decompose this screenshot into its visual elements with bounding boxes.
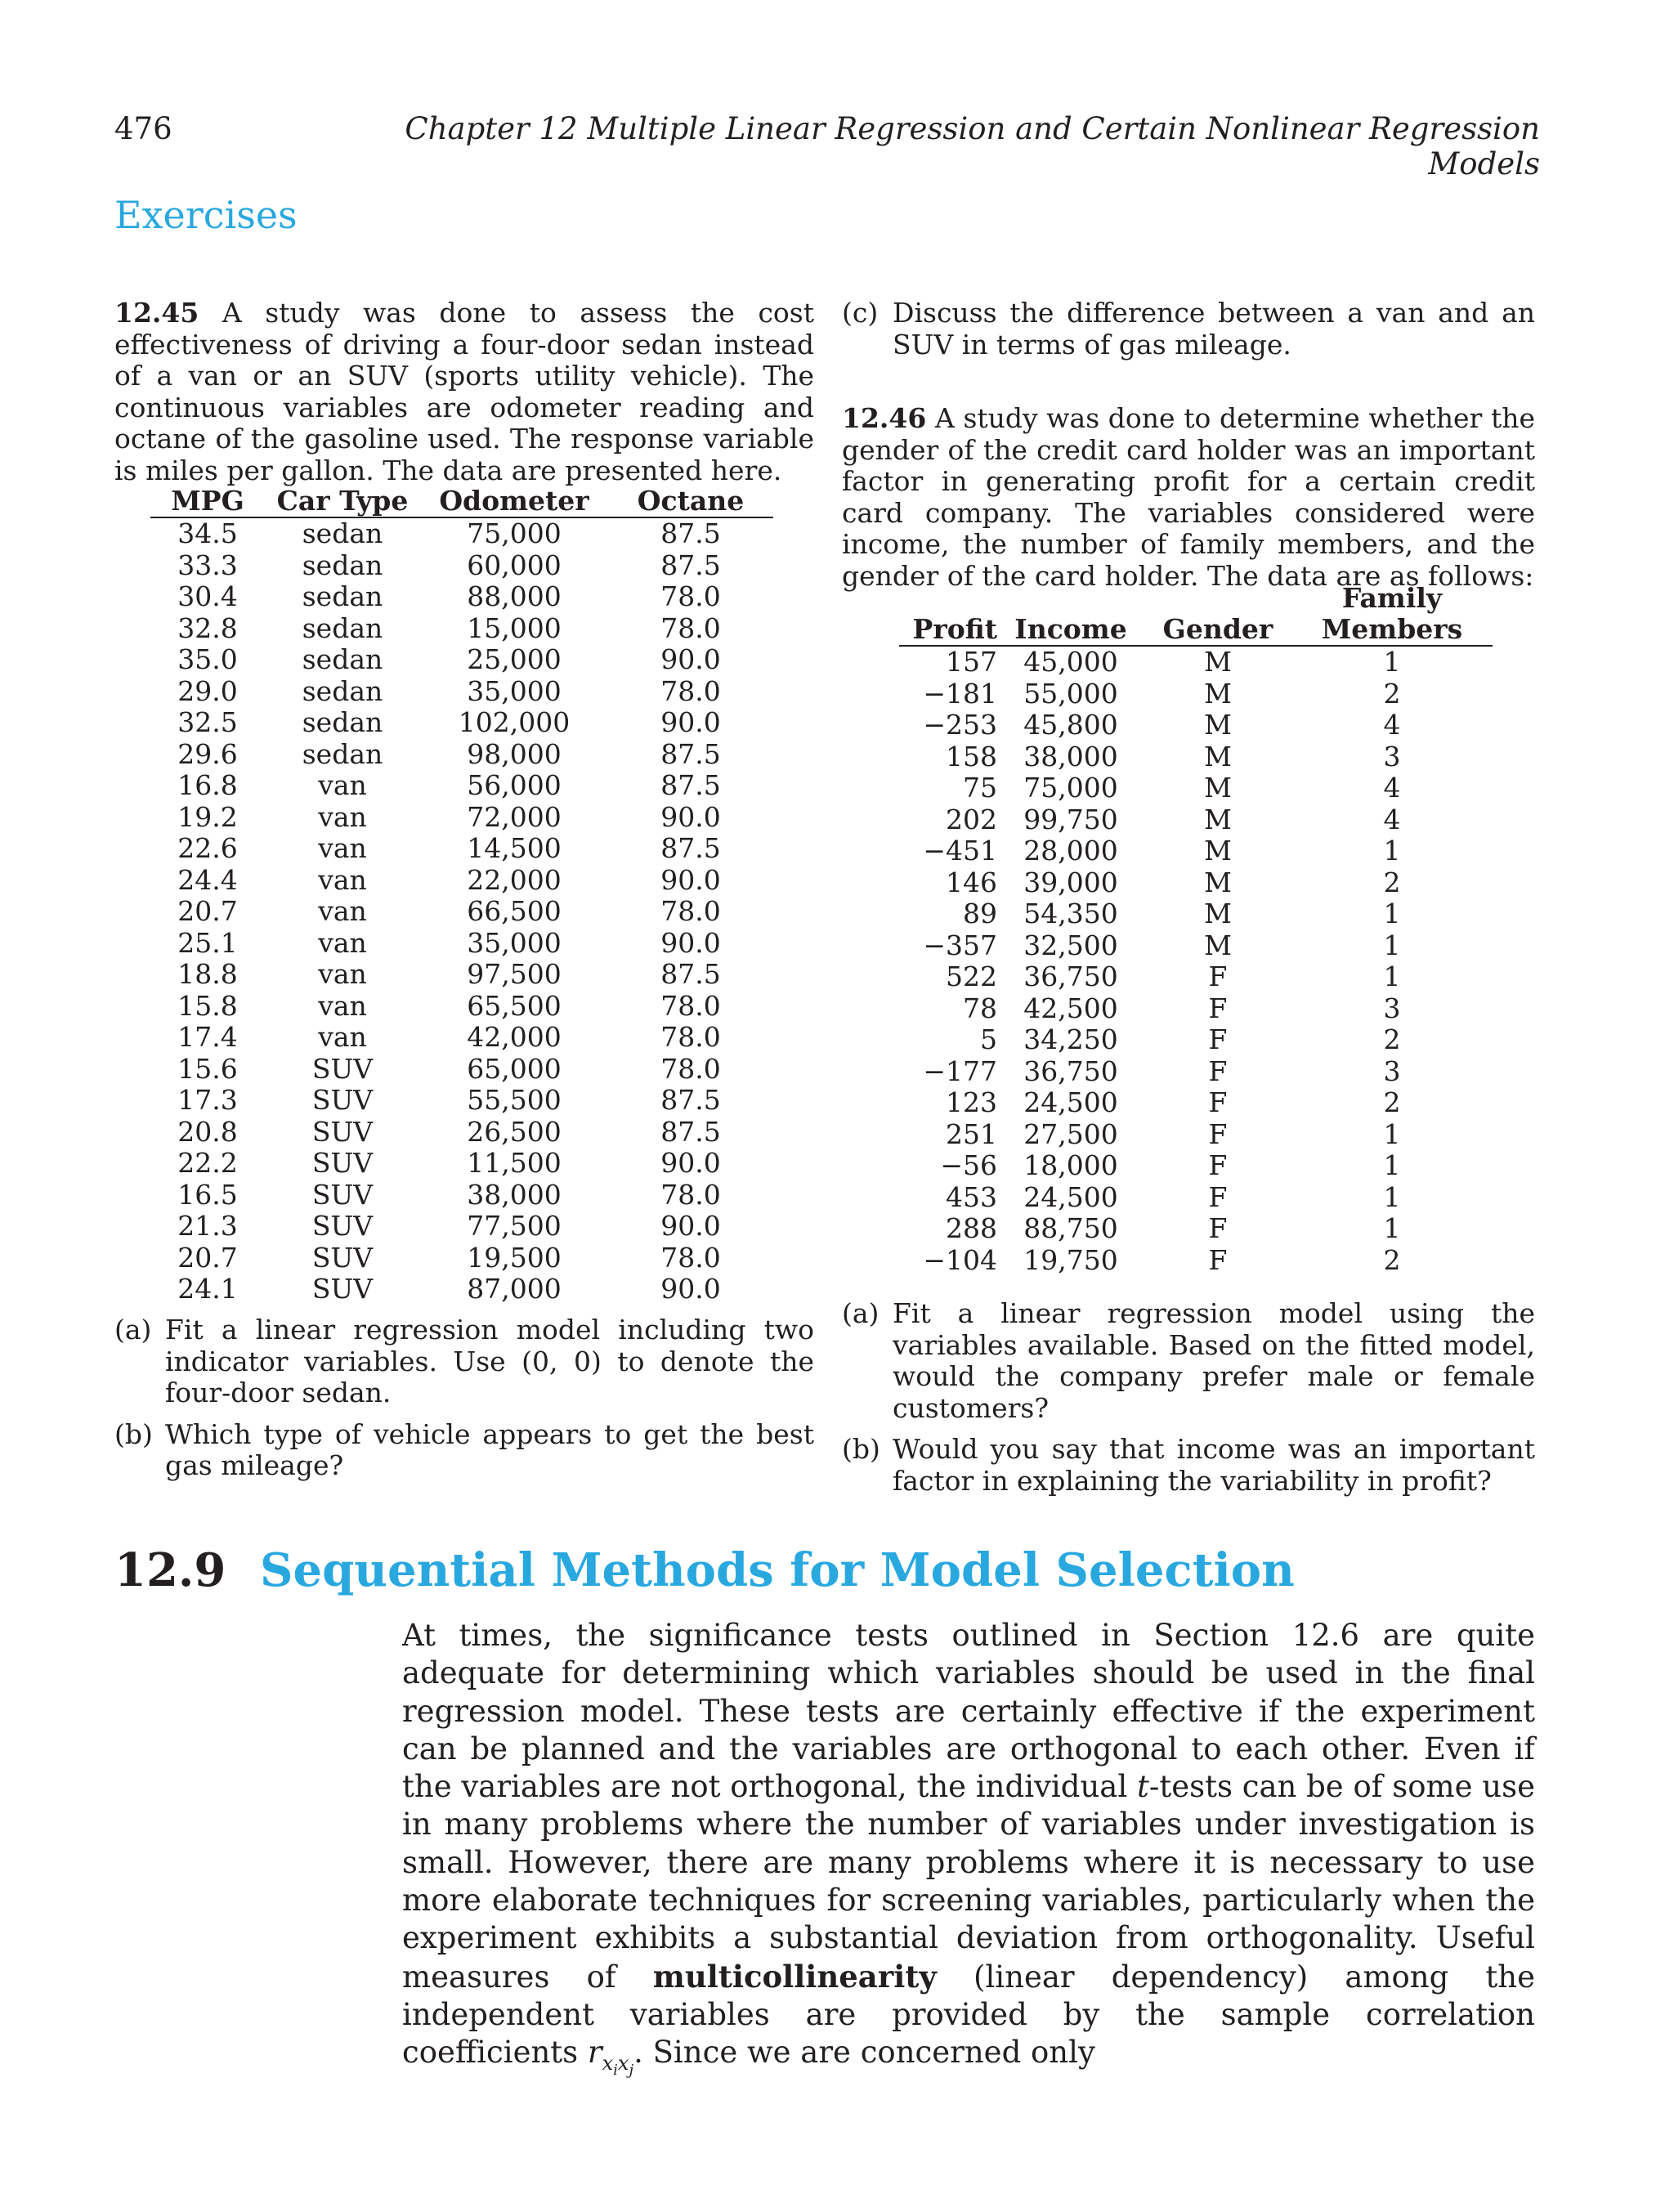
table-cell: M xyxy=(1204,866,1232,898)
table-cell: F xyxy=(1208,1023,1228,1055)
table-cell: 3 xyxy=(1383,740,1401,772)
table-row xyxy=(899,1056,1493,1088)
table-cell: 54,350 xyxy=(1023,898,1118,929)
table-cell: 87.5 xyxy=(660,737,721,770)
table-cell: van xyxy=(318,958,367,990)
table-cell: 60,000 xyxy=(467,549,562,581)
exercise-12-45-intro: 12.45 A study was done to assess the cost effectiveness of driving a four-door sedan instead of a van or an SUV (sports utility vehicle). The continuous variables are odometer reading and octane of the gasoline used. The response variable is miles per gallon. The data are presented here. xyxy=(114,297,814,486)
table-cell: M xyxy=(1204,929,1232,961)
mpg-data-table xyxy=(150,486,773,1305)
table-cell: 4 xyxy=(1383,803,1401,835)
table-cell: 17.4 xyxy=(177,1021,238,1053)
column-header: Car Type xyxy=(276,485,409,517)
part-b: (b) Would you say that income was an important factor in explaining the variability in profit? xyxy=(842,1433,1535,1497)
section-title: Sequential Methods for Model Selection xyxy=(260,1543,1295,1597)
table-cell: 99,750 xyxy=(1023,803,1118,835)
table-cell: 45,800 xyxy=(1023,709,1118,741)
table-cell: 78.0 xyxy=(660,674,721,707)
table-cell: 251 xyxy=(946,1117,997,1150)
table-header-row xyxy=(150,486,773,517)
section-number: 12.9 xyxy=(114,1543,226,1597)
column-header: Profit xyxy=(912,613,997,645)
table-cell: 35,000 xyxy=(467,926,562,959)
table-cell: 2 xyxy=(1383,677,1401,710)
chapter-title: Chapter 12 Multiple Linear Regression and Certain Nonlinear Regression Models xyxy=(405,111,1540,181)
table-row xyxy=(150,928,773,960)
table-cell: 90.0 xyxy=(660,1273,721,1305)
table-cell: 22.6 xyxy=(177,832,238,864)
table-cell: M xyxy=(1204,740,1232,772)
table-row xyxy=(150,802,773,834)
table-cell: 522 xyxy=(946,960,997,992)
table-cell: M xyxy=(1204,835,1232,866)
table-row xyxy=(150,550,773,582)
table-cell: 4 xyxy=(1383,772,1401,804)
table-cell: 2 xyxy=(1383,1086,1401,1118)
table-cell: 1 xyxy=(1383,1212,1401,1244)
section-body xyxy=(402,1617,1535,2089)
table-cell: sedan xyxy=(302,517,383,549)
table-cell: 36,750 xyxy=(1023,1055,1118,1087)
table-cell: 42,000 xyxy=(467,1021,562,1053)
table-row xyxy=(899,1150,1493,1182)
table-cell: 3 xyxy=(1383,992,1401,1024)
table-cell: 88,750 xyxy=(1023,1212,1118,1244)
table-cell: 87.5 xyxy=(660,832,721,864)
table-cell: 15.8 xyxy=(177,989,238,1022)
table-cell: 78 xyxy=(963,992,997,1024)
table-cell: 1 xyxy=(1383,1149,1401,1181)
table-cell: 87,000 xyxy=(467,1273,562,1305)
table-header-row-top xyxy=(899,583,1493,614)
table-cell: 45,000 xyxy=(1023,646,1118,678)
table-row xyxy=(899,993,1493,1025)
column-header: Income xyxy=(1014,613,1127,645)
table-row xyxy=(150,739,773,771)
exercise-12-46-intro: 12.46 A study was done to determine whether the gender of the credit card holder was an important factor in generating profit for a certain credit card company. The variables considered were income, the number of family members, and the gender of the card holder. The data are as follows: xyxy=(842,402,1535,592)
table-row xyxy=(899,961,1493,993)
table-row xyxy=(150,676,773,708)
body-paragraph: At times, the significance tests outlined in Section 12.6 are quite adequate for determining which variables should be used in the final regression model. These tests are certainly effective if the experiment can be planned and the variables are orthogonal to each other. Even if the variables are not orthogonal, the individual t-tests can be of some use in many problems where the number of variables under investigation is small. However, there are many problems where it is necessary to use more elaborate techniques for screening variables, particularly when the experiment exhibits a substantial deviation from orthogonality. Useful measures of multicollinearity (linear dependency) among the independent variables are provided by the sample correlation coefficients $r_{x_ix_j}$. Since we are concerned only xyxy=(402,1618,1535,2079)
table-row xyxy=(150,959,773,991)
part-b: (b) Which type of vehicle appears to get the best gas mileage? xyxy=(114,1417,814,1481)
table-row xyxy=(899,772,1493,804)
table-cell: 42,500 xyxy=(1023,992,1118,1024)
table-cell: 87.5 xyxy=(660,1084,721,1116)
table-cell: 65,500 xyxy=(467,989,562,1022)
table-cell: SUV xyxy=(311,1178,374,1211)
table-cell: F xyxy=(1208,1243,1228,1276)
table-cell: 87.5 xyxy=(660,549,721,581)
page-number: 476 xyxy=(114,111,172,146)
table-cell: F xyxy=(1208,1117,1228,1150)
table-cell: 28,000 xyxy=(1023,835,1118,866)
table-row xyxy=(899,835,1493,867)
table-cell: 75,000 xyxy=(467,517,562,549)
table-row xyxy=(150,1211,773,1243)
exercise-12-46 xyxy=(842,403,1535,592)
table-row xyxy=(150,865,773,897)
table-cell: 36,750 xyxy=(1023,960,1118,992)
table-cell: 19.2 xyxy=(177,800,238,833)
table-cell: 14,500 xyxy=(467,832,562,864)
table-cell: 32.8 xyxy=(177,611,238,644)
table-cell: −451 xyxy=(923,835,997,866)
table-cell: 21.3 xyxy=(177,1210,238,1242)
table-cell: 78.0 xyxy=(660,989,721,1022)
table-cell: 18,000 xyxy=(1023,1149,1118,1181)
table-cell: 1 xyxy=(1383,960,1401,992)
table-row xyxy=(150,1117,773,1149)
table-cell: 56,000 xyxy=(467,769,562,801)
table-cell: 15.6 xyxy=(177,1052,238,1085)
table-row xyxy=(899,1119,1493,1151)
table-row xyxy=(899,710,1493,741)
table-cell: 25,000 xyxy=(467,643,562,675)
table-row xyxy=(150,613,773,645)
keyword-multicollinearity: multicollinearity xyxy=(652,1958,937,1995)
table-row xyxy=(150,1274,773,1305)
table-cell: 38,000 xyxy=(467,1178,562,1211)
table-cell: 87.5 xyxy=(660,769,721,801)
table-cell: 1 xyxy=(1383,929,1401,961)
table-cell: 55,000 xyxy=(1023,677,1118,710)
exercise-12-45 xyxy=(114,298,814,486)
table-row xyxy=(150,896,773,928)
table-cell: 26,500 xyxy=(467,1115,562,1148)
table-cell: F xyxy=(1208,1180,1228,1213)
table-cell: M xyxy=(1204,677,1232,710)
table-cell: 98,000 xyxy=(467,737,562,770)
table-cell: 90.0 xyxy=(660,1210,721,1242)
table-cell: 90.0 xyxy=(660,643,721,675)
table-cell: −181 xyxy=(923,677,997,710)
table-cell: 32,500 xyxy=(1023,929,1118,961)
table-cell: −253 xyxy=(923,709,997,741)
table-cell: sedan xyxy=(302,643,383,675)
mpg-table-body xyxy=(150,517,773,1305)
table-cell: 55,500 xyxy=(467,1084,562,1116)
table-cell: van xyxy=(318,863,367,896)
table-cell: sedan xyxy=(302,580,383,612)
table-cell: 34.5 xyxy=(177,517,238,549)
table-cell: 78.0 xyxy=(660,1052,721,1085)
table-cell: 1 xyxy=(1383,1180,1401,1213)
table-row xyxy=(899,678,1493,710)
table-cell: 20.8 xyxy=(177,1115,238,1148)
column-header: Family xyxy=(1341,582,1443,614)
profit-table-body xyxy=(899,646,1493,1276)
table-cell: 17.3 xyxy=(177,1084,238,1116)
table-cell: 90.0 xyxy=(660,863,721,896)
table-cell: van xyxy=(318,1021,367,1053)
table-cell: SUV xyxy=(311,1084,374,1116)
table-cell: van xyxy=(318,926,367,959)
table-cell: van xyxy=(318,769,367,801)
table-cell: 158 xyxy=(946,740,997,772)
table-row xyxy=(150,581,773,613)
table-row xyxy=(899,1087,1493,1119)
table-cell: 87.5 xyxy=(660,1115,721,1148)
table-cell: 78.0 xyxy=(660,611,721,644)
table-cell: 90.0 xyxy=(660,706,721,738)
table-cell: SUV xyxy=(311,1147,374,1179)
part-a: (a) Fit a linear regression model including two indicator variables. Use (0, 0) to denote the four-door sedan. xyxy=(114,1314,814,1408)
table-cell: 4 xyxy=(1383,709,1401,741)
exercise-number: 12.46 xyxy=(842,402,927,434)
table-cell: sedan xyxy=(302,549,383,581)
table-cell: sedan xyxy=(302,674,383,707)
table-cell: 78.0 xyxy=(660,1241,721,1274)
table-cell: 29.0 xyxy=(177,674,238,707)
table-row xyxy=(150,833,773,865)
table-row xyxy=(899,898,1493,930)
table-cell: F xyxy=(1208,1212,1228,1244)
table-cell: 90.0 xyxy=(660,1147,721,1179)
table-row xyxy=(150,644,773,676)
table-cell: M xyxy=(1204,709,1232,741)
table-cell: 19,500 xyxy=(467,1241,562,1274)
table-cell: 38,000 xyxy=(1023,740,1118,772)
table-cell: 72,000 xyxy=(467,800,562,833)
table-cell: 202 xyxy=(946,803,997,835)
table-cell: 27,500 xyxy=(1023,1117,1118,1150)
table-row xyxy=(899,1024,1493,1056)
column-header: MPG xyxy=(171,485,244,517)
table-cell: sedan xyxy=(302,706,383,738)
table-cell: M xyxy=(1204,646,1232,678)
table-cell: −357 xyxy=(923,929,997,961)
table-row xyxy=(899,867,1493,899)
table-cell: SUV xyxy=(311,1115,374,1148)
table-cell: F xyxy=(1208,1149,1228,1181)
table-cell: 11,500 xyxy=(467,1147,562,1179)
table-cell: 89 xyxy=(963,898,997,929)
table-cell: 34,250 xyxy=(1023,1023,1118,1055)
table-cell: F xyxy=(1208,960,1228,992)
table-cell: 22.2 xyxy=(177,1147,238,1179)
table-cell: 19,750 xyxy=(1023,1243,1118,1276)
table-cell: 2 xyxy=(1383,1243,1401,1276)
column-header: Octane xyxy=(637,485,745,517)
table-cell: 24,500 xyxy=(1023,1180,1118,1213)
table-cell: 16.8 xyxy=(177,769,238,801)
table-cell: SUV xyxy=(311,1052,374,1085)
table-row xyxy=(899,1245,1493,1277)
exercise-12-46-parts xyxy=(842,1298,1535,1497)
exercise-12-45-parts xyxy=(114,1314,814,1482)
table-row xyxy=(150,517,773,550)
table-cell: 2 xyxy=(1383,1023,1401,1055)
table-cell: 35.0 xyxy=(177,643,238,675)
table-cell: 18.8 xyxy=(177,958,238,990)
table-header-row xyxy=(899,614,1493,646)
table-cell: 35,000 xyxy=(467,674,562,707)
table-cell: 77,500 xyxy=(467,1210,562,1242)
table-cell: M xyxy=(1204,803,1232,835)
table-cell: 24.4 xyxy=(177,863,238,896)
table-cell: 78.0 xyxy=(660,580,721,612)
table-cell: 78.0 xyxy=(660,895,721,927)
table-row xyxy=(150,707,773,739)
table-cell: 146 xyxy=(946,866,997,898)
table-cell: 1 xyxy=(1383,646,1401,678)
table-cell: −177 xyxy=(923,1055,997,1087)
table-cell: 39,000 xyxy=(1023,866,1118,898)
table-cell: 1 xyxy=(1383,835,1401,866)
table-cell: 75,000 xyxy=(1023,772,1118,804)
table-cell: 20.7 xyxy=(177,1241,238,1274)
table-cell: 97,500 xyxy=(467,958,562,990)
table-cell: 102,000 xyxy=(458,706,571,738)
table-cell: 15,000 xyxy=(467,611,562,644)
table-cell: F xyxy=(1208,1086,1228,1118)
table-cell: van xyxy=(318,989,367,1022)
table-row xyxy=(150,770,773,802)
table-row xyxy=(899,1182,1493,1214)
table-cell: van xyxy=(318,895,367,927)
table-cell: 75 xyxy=(963,772,997,804)
table-cell: 32.5 xyxy=(177,706,238,738)
table-cell: sedan xyxy=(302,611,383,644)
table-cell: M xyxy=(1204,898,1232,929)
correlation-symbol: $r_{x_ix_j}$ xyxy=(587,2035,634,2079)
table-cell: 1 xyxy=(1383,1117,1401,1150)
column-header: Odometer xyxy=(439,485,589,517)
table-cell: 88,000 xyxy=(467,580,562,612)
table-cell: 87.5 xyxy=(660,517,721,549)
table-row xyxy=(150,1054,773,1086)
exercise-12-45-part-c xyxy=(842,298,1535,360)
table-cell: SUV xyxy=(311,1273,374,1305)
table-row xyxy=(899,804,1493,836)
table-row xyxy=(150,1148,773,1180)
column-header: Gender xyxy=(1162,613,1273,645)
exercise-number: 12.45 xyxy=(114,297,199,329)
table-cell: 3 xyxy=(1383,1055,1401,1087)
table-cell: 30.4 xyxy=(177,580,238,612)
table-cell: 65,000 xyxy=(467,1052,562,1085)
part-c: (c) Discuss the difference between a van and an SUV in terms of gas mileage. xyxy=(842,297,1535,360)
table-cell: 78.0 xyxy=(660,1178,721,1211)
t-symbol: t xyxy=(1136,1769,1149,1805)
table-cell: 66,500 xyxy=(467,895,562,927)
table-row xyxy=(150,1180,773,1211)
table-cell: −56 xyxy=(940,1149,997,1181)
profit-data-table xyxy=(899,583,1493,1276)
table-cell: F xyxy=(1208,992,1228,1024)
table-row xyxy=(150,991,773,1023)
table-cell: SUV xyxy=(311,1210,374,1242)
table-cell: 20.7 xyxy=(177,895,238,927)
table-cell: 78.0 xyxy=(660,1021,721,1053)
table-cell: 22,000 xyxy=(467,863,562,896)
table-cell: 157 xyxy=(946,646,997,678)
table-cell: van xyxy=(318,800,367,833)
table-cell: 24,500 xyxy=(1023,1086,1118,1118)
table-cell: 1 xyxy=(1383,898,1401,929)
table-cell: 90.0 xyxy=(660,800,721,833)
table-cell: 29.6 xyxy=(177,737,238,770)
table-row xyxy=(150,1022,773,1054)
table-row xyxy=(899,646,1493,678)
table-cell: 2 xyxy=(1383,866,1401,898)
table-cell: 288 xyxy=(946,1212,997,1244)
part-a: (a) Fit a linear regression model using the variables available. Based on the fitted model, would the company prefer male or female customers? xyxy=(842,1297,1535,1424)
table-cell: 87.5 xyxy=(660,958,721,990)
table-cell: van xyxy=(318,832,367,864)
table-cell: 453 xyxy=(946,1180,997,1213)
table-cell: sedan xyxy=(302,737,383,770)
table-cell: F xyxy=(1208,1055,1228,1087)
table-row xyxy=(150,1085,773,1117)
table-cell: 5 xyxy=(980,1023,997,1055)
table-row xyxy=(899,741,1493,773)
column-header: Members xyxy=(1321,613,1463,645)
table-row xyxy=(150,1243,773,1274)
table-cell: −104 xyxy=(923,1243,997,1276)
table-cell: SUV xyxy=(311,1241,374,1274)
table-cell: 90.0 xyxy=(660,926,721,959)
exercises-heading: Exercises xyxy=(114,193,298,237)
table-cell: 33.3 xyxy=(177,549,238,581)
table-cell: 123 xyxy=(946,1086,997,1118)
table-cell: 16.5 xyxy=(177,1178,238,1211)
table-cell: M xyxy=(1204,772,1232,804)
table-row xyxy=(899,1213,1493,1245)
table-row xyxy=(899,930,1493,962)
table-cell: 24.1 xyxy=(177,1273,238,1305)
table-cell: 25.1 xyxy=(177,926,238,959)
